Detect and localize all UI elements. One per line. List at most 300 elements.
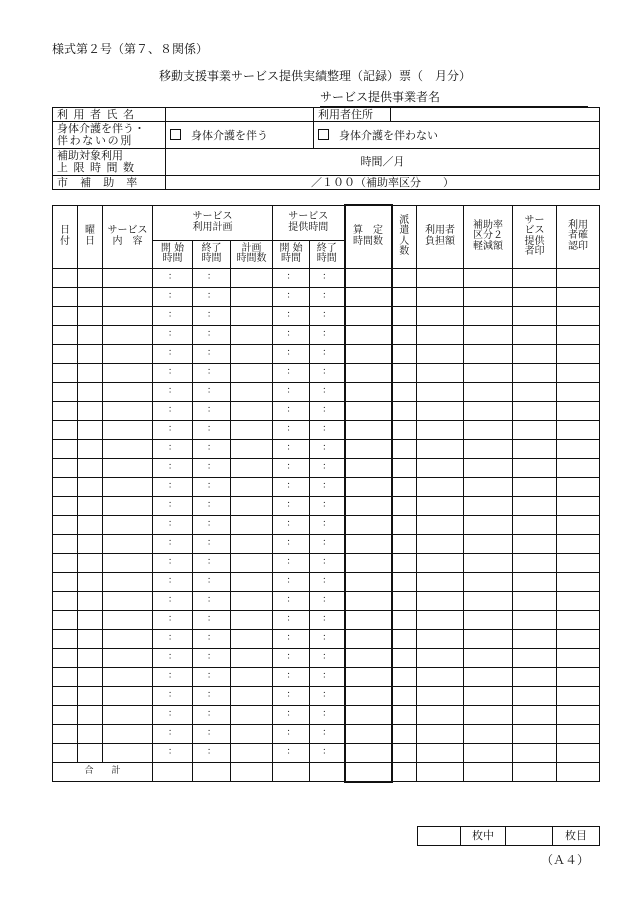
record-cell[interactable] (464, 401, 513, 420)
record-cell[interactable]: ： (193, 325, 231, 344)
record-cell[interactable] (392, 306, 417, 325)
record-cell[interactable] (53, 325, 78, 344)
record-cell[interactable] (392, 743, 417, 762)
record-cell[interactable]: ： (153, 667, 193, 686)
record-cell[interactable] (231, 382, 273, 401)
record-cell[interactable] (231, 705, 273, 724)
record-cell[interactable] (464, 382, 513, 401)
record-cell[interactable] (345, 401, 392, 420)
record-cell[interactable] (78, 439, 103, 458)
record-cell[interactable] (103, 705, 153, 724)
record-cell[interactable] (417, 553, 464, 572)
record-cell[interactable]: ： (193, 306, 231, 325)
record-cell[interactable]: ： (153, 648, 193, 667)
record-cell[interactable] (557, 420, 600, 439)
record-cell[interactable] (231, 306, 273, 325)
record-cell[interactable] (464, 648, 513, 667)
record-cell[interactable] (78, 325, 103, 344)
care-with-option[interactable]: 身体介護を伴う (166, 122, 314, 149)
record-cell[interactable]: ： (153, 344, 193, 363)
record-cell[interactable] (464, 477, 513, 496)
record-cell[interactable] (392, 496, 417, 515)
record-cell[interactable] (231, 439, 273, 458)
record-cell[interactable]: ： (310, 306, 345, 325)
record-cell[interactable] (557, 743, 600, 762)
record-cell[interactable]: ： (153, 724, 193, 743)
total-cell[interactable] (231, 762, 273, 782)
record-cell[interactable] (557, 382, 600, 401)
record-cell[interactable] (417, 724, 464, 743)
record-cell[interactable] (53, 610, 78, 629)
record-cell[interactable] (557, 610, 600, 629)
record-cell[interactable] (345, 724, 392, 743)
record-cell[interactable] (103, 458, 153, 477)
record-cell[interactable] (557, 496, 600, 515)
record-cell[interactable] (103, 401, 153, 420)
record-cell[interactable] (231, 325, 273, 344)
record-cell[interactable] (78, 724, 103, 743)
record-cell[interactable] (417, 591, 464, 610)
record-cell[interactable]: ： (193, 724, 231, 743)
record-cell[interactable] (392, 572, 417, 591)
record-cell[interactable] (231, 724, 273, 743)
record-cell[interactable] (392, 667, 417, 686)
record-cell[interactable] (392, 439, 417, 458)
record-cell[interactable] (392, 420, 417, 439)
record-cell[interactable]: ： (153, 610, 193, 629)
record-cell[interactable]: ： (193, 591, 231, 610)
record-cell[interactable] (345, 667, 392, 686)
record-cell[interactable]: ： (193, 667, 231, 686)
record-cell[interactable] (464, 591, 513, 610)
record-cell[interactable] (103, 477, 153, 496)
record-cell[interactable]: ： (310, 553, 345, 572)
record-cell[interactable] (417, 477, 464, 496)
record-cell[interactable] (417, 572, 464, 591)
record-cell[interactable] (513, 515, 557, 534)
record-cell[interactable] (417, 515, 464, 534)
record-cell[interactable] (557, 591, 600, 610)
total-cell[interactable] (310, 762, 345, 782)
user-address-field[interactable] (391, 108, 600, 122)
record-cell[interactable] (464, 686, 513, 705)
record-cell[interactable] (392, 610, 417, 629)
record-cell[interactable] (557, 629, 600, 648)
record-cell[interactable]: ： (273, 477, 310, 496)
record-cell[interactable] (513, 591, 557, 610)
record-cell[interactable]: ： (153, 629, 193, 648)
record-cell[interactable]: ： (153, 382, 193, 401)
record-cell[interactable] (392, 344, 417, 363)
record-cell[interactable] (53, 439, 78, 458)
record-cell[interactable] (103, 496, 153, 515)
record-cell[interactable] (513, 382, 557, 401)
record-cell[interactable] (513, 306, 557, 325)
total-cell[interactable] (153, 762, 193, 782)
record-cell[interactable] (557, 553, 600, 572)
record-cell[interactable] (345, 344, 392, 363)
record-cell[interactable] (78, 496, 103, 515)
record-cell[interactable] (103, 686, 153, 705)
record-cell[interactable] (345, 610, 392, 629)
record-cell[interactable]: ： (273, 306, 310, 325)
record-cell[interactable] (103, 724, 153, 743)
record-cell[interactable] (78, 534, 103, 553)
record-cell[interactable] (464, 515, 513, 534)
record-cell[interactable] (78, 648, 103, 667)
record-cell[interactable]: ： (310, 401, 345, 420)
record-cell[interactable] (464, 724, 513, 743)
record-cell[interactable]: ： (153, 439, 193, 458)
record-cell[interactable]: ： (310, 496, 345, 515)
record-cell[interactable] (513, 686, 557, 705)
record-cell[interactable] (78, 268, 103, 287)
record-cell[interactable] (231, 686, 273, 705)
record-cell[interactable] (53, 268, 78, 287)
record-cell[interactable] (53, 591, 78, 610)
record-cell[interactable]: ： (193, 439, 231, 458)
record-cell[interactable]: ： (193, 496, 231, 515)
record-cell[interactable] (464, 743, 513, 762)
record-cell[interactable] (513, 458, 557, 477)
total-cell[interactable] (193, 762, 231, 782)
record-cell[interactable]: ： (273, 439, 310, 458)
record-cell[interactable]: ： (153, 325, 193, 344)
record-cell[interactable] (464, 458, 513, 477)
total-cell[interactable] (557, 762, 600, 782)
record-cell[interactable]: ： (310, 667, 345, 686)
record-cell[interactable] (345, 572, 392, 591)
record-cell[interactable]: ： (193, 743, 231, 762)
record-cell[interactable] (557, 344, 600, 363)
record-cell[interactable]: ： (153, 306, 193, 325)
record-cell[interactable] (78, 344, 103, 363)
record-cell[interactable] (78, 553, 103, 572)
record-cell[interactable] (464, 553, 513, 572)
provider-name-field[interactable] (320, 88, 588, 107)
record-cell[interactable]: ： (310, 515, 345, 534)
record-cell[interactable] (345, 515, 392, 534)
record-cell[interactable]: ： (273, 724, 310, 743)
record-cell[interactable]: ： (153, 287, 193, 306)
record-cell[interactable]: ： (310, 629, 345, 648)
record-cell[interactable] (78, 382, 103, 401)
hour-limit-field[interactable]: 時間／月 (166, 149, 600, 176)
record-cell[interactable] (78, 610, 103, 629)
record-cell[interactable] (103, 382, 153, 401)
record-cell[interactable] (53, 344, 78, 363)
record-cell[interactable] (231, 534, 273, 553)
record-cell[interactable] (464, 344, 513, 363)
record-cell[interactable] (392, 629, 417, 648)
record-cell[interactable] (231, 629, 273, 648)
record-cell[interactable] (78, 477, 103, 496)
record-cell[interactable] (464, 287, 513, 306)
record-cell[interactable] (513, 344, 557, 363)
record-cell[interactable] (464, 363, 513, 382)
record-cell[interactable] (78, 401, 103, 420)
record-cell[interactable] (417, 439, 464, 458)
record-cell[interactable] (231, 667, 273, 686)
record-cell[interactable] (78, 363, 103, 382)
record-cell[interactable]: ： (273, 648, 310, 667)
record-cell[interactable]: ： (310, 344, 345, 363)
record-cell[interactable] (103, 344, 153, 363)
total-sheets-field[interactable] (418, 827, 461, 846)
record-cell[interactable] (345, 553, 392, 572)
record-cell[interactable] (103, 553, 153, 572)
record-cell[interactable] (513, 439, 557, 458)
checkbox-without-care[interactable] (318, 129, 329, 140)
record-cell[interactable] (345, 382, 392, 401)
record-cell[interactable] (103, 591, 153, 610)
record-cell[interactable]: ： (153, 553, 193, 572)
record-cell[interactable]: ： (273, 629, 310, 648)
record-cell[interactable]: ： (153, 591, 193, 610)
record-cell[interactable] (557, 287, 600, 306)
record-cell[interactable]: ： (273, 363, 310, 382)
record-cell[interactable]: ： (273, 420, 310, 439)
record-cell[interactable] (53, 743, 78, 762)
total-cell[interactable] (464, 762, 513, 782)
record-cell[interactable] (103, 287, 153, 306)
record-cell[interactable] (103, 572, 153, 591)
record-cell[interactable] (557, 306, 600, 325)
record-cell[interactable] (392, 591, 417, 610)
total-cell[interactable] (273, 762, 310, 782)
record-cell[interactable] (464, 534, 513, 553)
record-cell[interactable] (103, 439, 153, 458)
record-cell[interactable]: ： (310, 743, 345, 762)
record-cell[interactable] (392, 515, 417, 534)
record-cell[interactable] (513, 268, 557, 287)
record-cell[interactable] (53, 363, 78, 382)
record-cell[interactable]: ： (310, 439, 345, 458)
record-cell[interactable] (417, 306, 464, 325)
record-cell[interactable] (345, 629, 392, 648)
record-cell[interactable]: ： (153, 268, 193, 287)
record-cell[interactable]: ： (273, 401, 310, 420)
record-cell[interactable] (464, 667, 513, 686)
record-cell[interactable] (417, 325, 464, 344)
record-cell[interactable] (53, 553, 78, 572)
record-cell[interactable]: ： (193, 287, 231, 306)
record-cell[interactable] (513, 610, 557, 629)
record-cell[interactable] (78, 420, 103, 439)
record-cell[interactable] (103, 743, 153, 762)
record-cell[interactable] (557, 363, 600, 382)
care-without-option[interactable]: 身体介護を伴わない (314, 122, 600, 149)
record-cell[interactable]: ： (153, 705, 193, 724)
total-cell[interactable] (513, 762, 557, 782)
record-cell[interactable]: ： (193, 477, 231, 496)
record-cell[interactable]: ： (193, 401, 231, 420)
record-cell[interactable] (392, 705, 417, 724)
record-cell[interactable] (417, 686, 464, 705)
record-cell[interactable] (345, 743, 392, 762)
record-cell[interactable] (417, 268, 464, 287)
record-cell[interactable] (392, 553, 417, 572)
record-cell[interactable]: ： (310, 648, 345, 667)
record-cell[interactable] (231, 477, 273, 496)
record-cell[interactable] (53, 705, 78, 724)
record-cell[interactable] (557, 458, 600, 477)
record-cell[interactable] (464, 629, 513, 648)
record-cell[interactable]: ： (193, 705, 231, 724)
record-cell[interactable] (513, 667, 557, 686)
record-cell[interactable] (557, 724, 600, 743)
record-cell[interactable] (513, 648, 557, 667)
record-cell[interactable] (417, 534, 464, 553)
record-cell[interactable] (103, 667, 153, 686)
record-cell[interactable] (53, 306, 78, 325)
record-cell[interactable] (513, 534, 557, 553)
record-cell[interactable]: ： (273, 268, 310, 287)
record-cell[interactable]: ： (193, 268, 231, 287)
record-cell[interactable] (392, 724, 417, 743)
record-cell[interactable]: ： (193, 363, 231, 382)
record-cell[interactable] (103, 629, 153, 648)
record-cell[interactable]: ： (310, 477, 345, 496)
record-cell[interactable] (345, 458, 392, 477)
record-cell[interactable] (345, 477, 392, 496)
record-cell[interactable] (53, 686, 78, 705)
record-cell[interactable]: ： (273, 496, 310, 515)
record-cell[interactable]: ： (193, 515, 231, 534)
record-cell[interactable] (513, 553, 557, 572)
record-cell[interactable] (103, 420, 153, 439)
record-cell[interactable]: ： (310, 572, 345, 591)
record-cell[interactable] (417, 705, 464, 724)
record-cell[interactable] (78, 306, 103, 325)
record-cell[interactable]: ： (310, 420, 345, 439)
record-cell[interactable]: ： (310, 610, 345, 629)
record-cell[interactable] (417, 344, 464, 363)
record-cell[interactable]: ： (273, 325, 310, 344)
record-cell[interactable] (231, 591, 273, 610)
subsidy-rate-field[interactable]: ／１００（補助率区分 ） (166, 176, 600, 190)
record-cell[interactable]: ： (310, 591, 345, 610)
record-cell[interactable] (345, 705, 392, 724)
record-cell[interactable] (557, 705, 600, 724)
record-cell[interactable] (103, 610, 153, 629)
record-cell[interactable]: ： (193, 420, 231, 439)
record-cell[interactable] (53, 401, 78, 420)
record-cell[interactable] (231, 610, 273, 629)
record-cell[interactable] (53, 420, 78, 439)
record-cell[interactable] (513, 420, 557, 439)
record-cell[interactable]: ： (193, 553, 231, 572)
record-cell[interactable]: ： (153, 363, 193, 382)
record-cell[interactable] (231, 515, 273, 534)
record-cell[interactable] (103, 648, 153, 667)
record-cell[interactable]: ： (273, 553, 310, 572)
record-cell[interactable] (513, 572, 557, 591)
record-cell[interactable] (53, 572, 78, 591)
record-cell[interactable] (417, 287, 464, 306)
record-cell[interactable] (53, 496, 78, 515)
record-cell[interactable] (345, 420, 392, 439)
record-cell[interactable] (464, 705, 513, 724)
record-cell[interactable] (513, 629, 557, 648)
record-cell[interactable] (345, 591, 392, 610)
record-cell[interactable] (417, 610, 464, 629)
record-cell[interactable]: ： (273, 572, 310, 591)
record-cell[interactable] (53, 477, 78, 496)
record-cell[interactable] (392, 363, 417, 382)
record-cell[interactable] (464, 306, 513, 325)
record-cell[interactable] (53, 648, 78, 667)
record-cell[interactable] (557, 686, 600, 705)
record-cell[interactable] (53, 287, 78, 306)
record-cell[interactable]: ： (310, 363, 345, 382)
record-cell[interactable]: ： (273, 515, 310, 534)
record-cell[interactable] (231, 458, 273, 477)
record-cell[interactable] (392, 268, 417, 287)
record-cell[interactable] (231, 496, 273, 515)
total-cell[interactable] (345, 762, 392, 782)
record-cell[interactable] (417, 458, 464, 477)
record-cell[interactable] (231, 344, 273, 363)
record-cell[interactable] (417, 363, 464, 382)
record-cell[interactable] (417, 648, 464, 667)
record-cell[interactable]: ： (273, 610, 310, 629)
record-cell[interactable]: ： (153, 420, 193, 439)
record-cell[interactable] (53, 515, 78, 534)
record-cell[interactable] (513, 287, 557, 306)
record-cell[interactable] (557, 515, 600, 534)
record-cell[interactable] (103, 306, 153, 325)
record-cell[interactable] (464, 325, 513, 344)
record-cell[interactable]: ： (310, 724, 345, 743)
record-cell[interactable]: ： (273, 705, 310, 724)
record-cell[interactable] (392, 477, 417, 496)
record-cell[interactable] (103, 363, 153, 382)
record-cell[interactable] (231, 553, 273, 572)
record-cell[interactable] (103, 268, 153, 287)
record-cell[interactable] (557, 401, 600, 420)
record-cell[interactable] (464, 610, 513, 629)
record-cell[interactable] (78, 458, 103, 477)
record-cell[interactable]: ： (193, 648, 231, 667)
record-cell[interactable]: ： (193, 686, 231, 705)
record-cell[interactable] (103, 534, 153, 553)
record-cell[interactable] (417, 629, 464, 648)
record-cell[interactable] (345, 534, 392, 553)
record-cell[interactable] (417, 401, 464, 420)
record-cell[interactable] (557, 534, 600, 553)
record-cell[interactable]: ： (310, 534, 345, 553)
record-cell[interactable] (513, 325, 557, 344)
record-cell[interactable]: ： (310, 382, 345, 401)
record-cell[interactable] (392, 325, 417, 344)
record-cell[interactable]: ： (273, 743, 310, 762)
record-cell[interactable] (513, 705, 557, 724)
record-cell[interactable]: ： (273, 591, 310, 610)
record-cell[interactable] (345, 439, 392, 458)
total-cell[interactable] (392, 762, 417, 782)
record-cell[interactable] (345, 648, 392, 667)
record-cell[interactable] (231, 268, 273, 287)
record-cell[interactable] (231, 363, 273, 382)
record-cell[interactable] (392, 648, 417, 667)
record-cell[interactable]: ： (273, 667, 310, 686)
record-cell[interactable] (345, 287, 392, 306)
record-cell[interactable]: ： (310, 325, 345, 344)
record-cell[interactable] (345, 325, 392, 344)
record-cell[interactable]: ： (153, 743, 193, 762)
record-cell[interactable] (464, 439, 513, 458)
